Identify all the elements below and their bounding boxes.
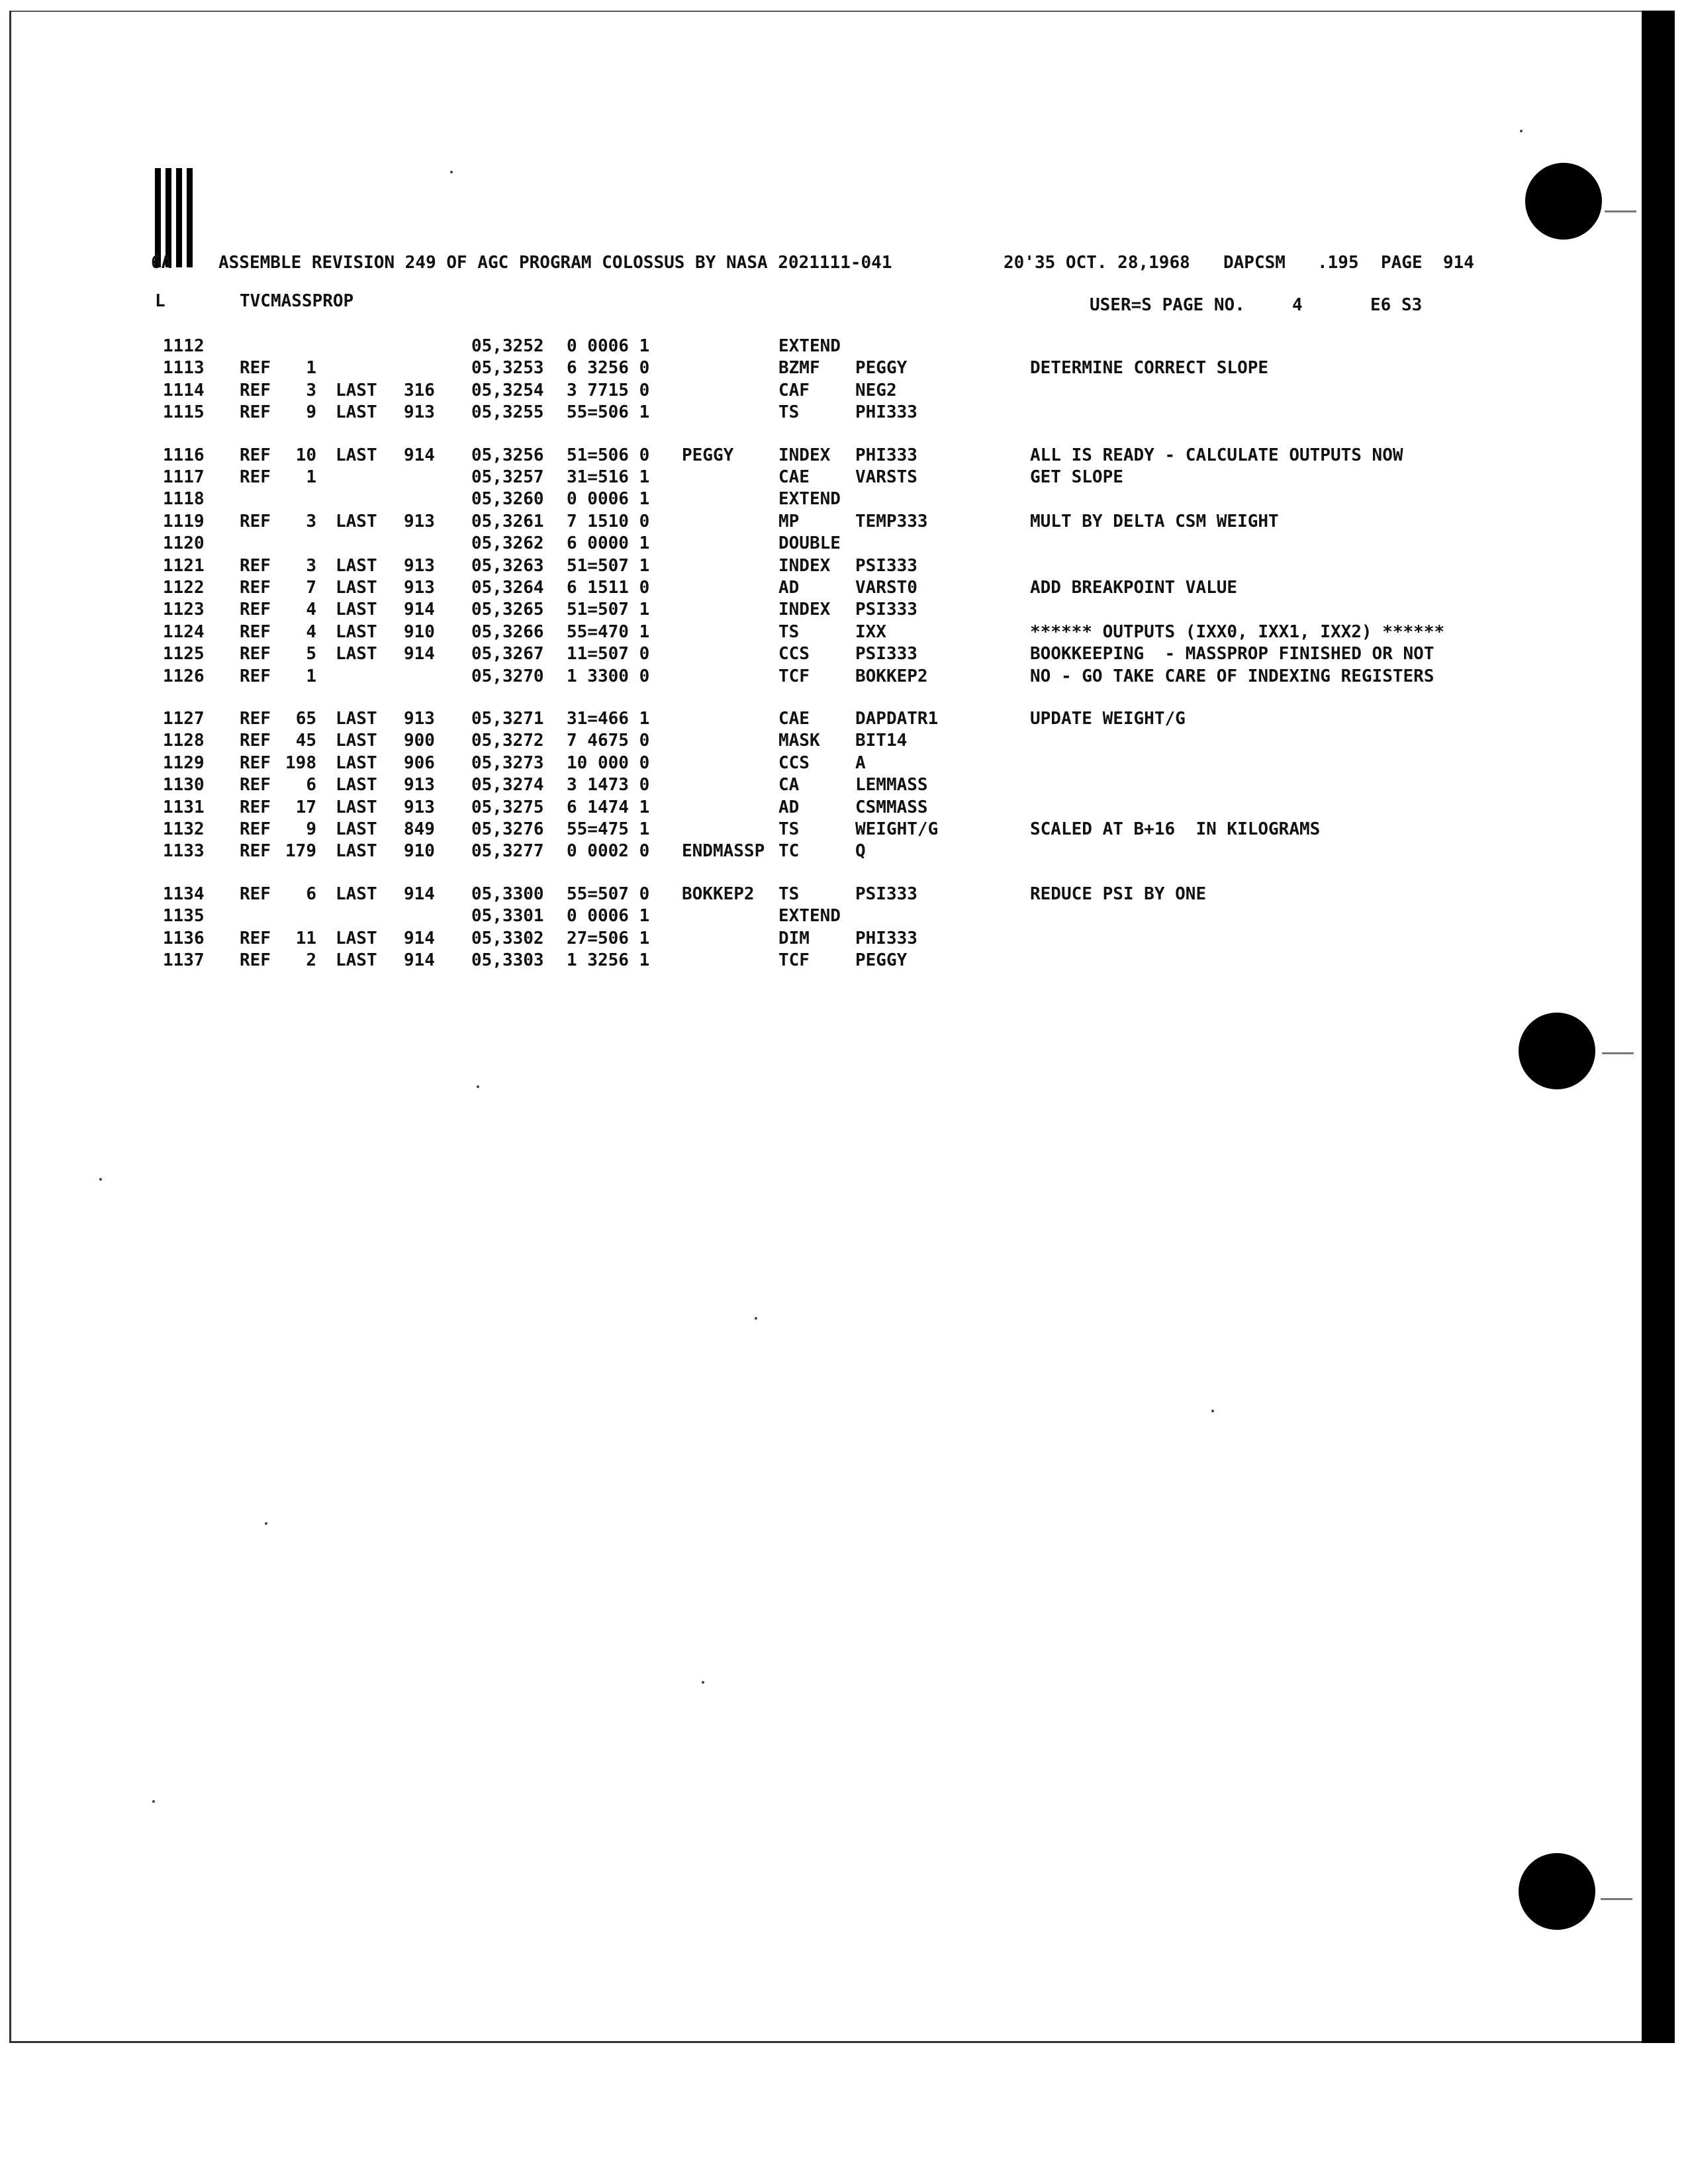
listing-ref: REF — [240, 600, 271, 620]
listing-addr: 05,3300 — [471, 884, 544, 904]
listing-ref: REF — [240, 511, 271, 531]
listing-lastn: 914 — [404, 928, 435, 948]
listing-addr: 05,3255 — [471, 402, 544, 423]
listing-refn: 9 — [306, 819, 316, 839]
listing-last: LAST — [336, 884, 377, 904]
listing-addr: 05,3263 — [471, 555, 544, 576]
listing-last: LAST — [336, 511, 377, 531]
listing-operand: TEMP333 — [855, 511, 928, 531]
listing-line: 1123 — [163, 600, 205, 620]
listing-lastn: 914 — [404, 884, 435, 904]
listing-last: LAST — [336, 380, 377, 400]
listing-addr: 05,3262 — [471, 533, 544, 554]
listing-refn: 6 — [306, 775, 316, 796]
listing-line: 1119 — [163, 511, 205, 531]
page-edge — [9, 2041, 1675, 2043]
listing-line: 1130 — [163, 775, 205, 796]
revision-number: .195 — [1317, 253, 1359, 273]
listing-ref: REF — [240, 578, 271, 598]
listing-refn: 3 — [306, 380, 316, 400]
listing-ref: REF — [240, 819, 271, 839]
listing-op: INDEX — [778, 600, 831, 620]
listing-addr: 05,3267 — [471, 644, 544, 664]
listing-line: 1117 — [163, 467, 205, 487]
listing-op: MASK — [778, 731, 820, 751]
listing-line: 1126 — [163, 666, 205, 686]
listing-last: LAST — [336, 797, 377, 817]
page-edge — [9, 11, 11, 2042]
listing-operand: PHI333 — [855, 402, 917, 423]
listing-lastn: 914 — [404, 950, 435, 970]
listing-op: MP — [778, 511, 800, 531]
listing-refn: 65 — [295, 709, 316, 729]
listing-lastn: 913 — [404, 402, 435, 423]
listing-ref: REF — [240, 709, 271, 729]
listing-addr: 05,3266 — [471, 621, 544, 642]
timestamp: 20'35 OCT. 28,1968 — [1004, 253, 1190, 273]
listing-op: CA — [778, 775, 800, 796]
listing-addr: 05,3253 — [471, 358, 544, 379]
listing-lastn: 913 — [404, 555, 435, 576]
listing-comment: ****** OUTPUTS (IXX0, IXX1, IXX2) ****** — [1030, 621, 1445, 642]
listing-refn: 1 — [306, 467, 316, 487]
listing-last: LAST — [336, 819, 377, 839]
listing-ref: REF — [240, 752, 271, 773]
listing-code: 7 1510 0 — [567, 511, 650, 531]
listing-op: DOUBLE — [778, 533, 841, 554]
listing-lastn: 913 — [404, 797, 435, 817]
listing-refn: 3 — [306, 555, 316, 576]
listing-lastn: 910 — [404, 621, 435, 642]
listing-last: LAST — [336, 950, 377, 970]
listing-ref: REF — [240, 402, 271, 423]
listing-last: LAST — [336, 928, 377, 948]
listing-line: 1137 — [163, 950, 205, 970]
scan-speck — [477, 1085, 479, 1088]
listing-op: TS — [778, 621, 800, 642]
listing-op: BZMF — [778, 358, 820, 379]
listing-op: INDEX — [778, 445, 831, 465]
listing-code: 10 000 0 — [567, 752, 650, 773]
scan-speck — [1520, 130, 1523, 132]
listing-addr: 05,3275 — [471, 797, 544, 817]
listing-addr: 05,3264 — [471, 578, 544, 598]
listing-operand: PEGGY — [855, 358, 908, 379]
listing-operand: NEG2 — [855, 380, 897, 400]
user-page-number: 4 — [1292, 295, 1303, 315]
listing-operand: BOKKEP2 — [855, 666, 928, 686]
listing-code: 55=507 0 — [567, 884, 650, 904]
listing-line: 1120 — [163, 533, 205, 554]
listing-operand: PSI333 — [855, 644, 917, 664]
listing-op: EXTEND — [778, 906, 841, 927]
listing-last: LAST — [336, 600, 377, 620]
listing-op: TS — [778, 819, 800, 839]
listing-line: 1135 — [163, 906, 205, 927]
listing-line: 1134 — [163, 884, 205, 904]
listing-ref: REF — [240, 666, 271, 686]
listing-op: AD — [778, 578, 800, 598]
listing-lastn: 910 — [404, 841, 435, 862]
listing-op: TS — [778, 884, 800, 904]
listing-ref: REF — [240, 380, 271, 400]
listing-refn: 1 — [306, 358, 316, 379]
listing-operand: CSMMASS — [855, 797, 928, 817]
listing-ref: REF — [240, 644, 271, 664]
listing-code: 3 7715 0 — [567, 380, 650, 400]
punch-hole — [1519, 1013, 1595, 1089]
listing-operand: VARSTS — [855, 467, 917, 487]
listing-code: 6 3256 0 — [567, 358, 650, 379]
listing-line: 1114 — [163, 380, 205, 400]
listing-operand: VARST0 — [855, 578, 917, 598]
listing-line: 1122 — [163, 578, 205, 598]
listing-code: 3 1473 0 — [567, 775, 650, 796]
listing-comment: GET SLOPE — [1030, 467, 1123, 487]
listing-code: 6 1511 0 — [567, 578, 650, 598]
listing-operand: IXX — [855, 621, 886, 642]
scan-speck — [450, 171, 453, 173]
listing-op: CCS — [778, 644, 810, 664]
listing-code: 51=507 1 — [567, 600, 650, 620]
listing-lastn: 914 — [404, 445, 435, 465]
listing-operand: PSI333 — [855, 600, 917, 620]
listing-code: 0 0006 1 — [567, 906, 650, 927]
listing-last: LAST — [336, 578, 377, 598]
listing-comment: NO - GO TAKE CARE OF INDEXING REGISTERS — [1030, 666, 1434, 686]
listing-last: LAST — [336, 621, 377, 642]
listing-ref: REF — [240, 445, 271, 465]
listing-line: 1133 — [163, 841, 205, 862]
listing-line: 1127 — [163, 709, 205, 729]
listing-line: 1128 — [163, 731, 205, 751]
listing-ref: REF — [240, 797, 271, 817]
listing-last: LAST — [336, 402, 377, 423]
listing-lastn: 913 — [404, 709, 435, 729]
listing-op: CAF — [778, 380, 810, 400]
listing-comment: REDUCE PSI BY ONE — [1030, 884, 1207, 904]
listing-ref: REF — [240, 775, 271, 796]
page-edge — [9, 11, 1675, 12]
listing-addr: 05,3260 — [471, 489, 544, 510]
listing-addr: 05,3276 — [471, 819, 544, 839]
punch-hole — [1525, 163, 1602, 240]
scan-border — [1642, 11, 1675, 2043]
listing-code: 6 1474 1 — [567, 797, 650, 817]
listing-operand: Q — [855, 841, 866, 862]
listing-lastn: 913 — [404, 775, 435, 796]
listing-addr: 05,3277 — [471, 841, 544, 862]
listing-addr: 05,3265 — [471, 600, 544, 620]
listing-last: LAST — [336, 644, 377, 664]
listing-op: TC — [778, 841, 800, 862]
listing-comment: UPDATE WEIGHT/G — [1030, 709, 1186, 729]
listing-op: TCF — [778, 950, 810, 970]
listing-addr: 05,3303 — [471, 950, 544, 970]
listing-addr: 05,3272 — [471, 731, 544, 751]
listing-code: 11=507 0 — [567, 644, 650, 664]
listing-operand: PHI333 — [855, 928, 917, 948]
listing-line: 1124 — [163, 621, 205, 642]
listing-lastn: 900 — [404, 731, 435, 751]
listing-addr: 05,3254 — [471, 380, 544, 400]
listing-refn: 2 — [306, 950, 316, 970]
scan-speck — [265, 1522, 267, 1525]
listing-refn: 9 — [306, 402, 316, 423]
listing-operand: WEIGHT/G — [855, 819, 939, 839]
listing-label: ENDMASSP — [682, 841, 765, 862]
listing-line: 1132 — [163, 819, 205, 839]
listing-op: CAE — [778, 709, 810, 729]
listing-comment: BOOKKEEPING - MASSPROP FINISHED OR NOT — [1030, 644, 1434, 664]
assembly-title: ASSEMBLE REVISION 249 OF AGC PROGRAM COLOSSUS BY NASA 2021111-041 — [218, 253, 892, 273]
listing-op: TCF — [778, 666, 810, 686]
listing-refn: 6 — [306, 884, 316, 904]
listing-addr: 05,3273 — [471, 752, 544, 773]
listing-operand: LEMMASS — [855, 775, 928, 796]
listing-line: 1129 — [163, 752, 205, 773]
program-name: DAPCSM — [1223, 253, 1286, 273]
listing-refn: 198 — [285, 752, 316, 773]
listing-operand: PHI333 — [855, 445, 917, 465]
scan-speck — [99, 1178, 102, 1181]
listing-addr: 05,3274 — [471, 775, 544, 796]
listing-label: BOKKEP2 — [682, 884, 755, 904]
listing-ref: REF — [240, 555, 271, 576]
scan-speck — [1211, 1410, 1214, 1412]
listing-operand: PSI333 — [855, 884, 917, 904]
listing-ref: REF — [240, 841, 271, 862]
listing-op: DIM — [778, 928, 810, 948]
listing-ref: REF — [240, 884, 271, 904]
listing-op: EXTEND — [778, 336, 841, 356]
listing-operand: DAPDATR1 — [855, 709, 939, 729]
listing-ref: REF — [240, 621, 271, 642]
listing-line: 1136 — [163, 928, 205, 948]
listing-addr: 05,3261 — [471, 511, 544, 531]
listing-code: 51=507 1 — [567, 555, 650, 576]
listing-code: 0 0006 1 — [567, 336, 650, 356]
binder-tick — [1602, 1052, 1634, 1054]
listing-flag: L — [155, 291, 165, 311]
listing-last: LAST — [336, 445, 377, 465]
listing-refn: 17 — [295, 797, 316, 817]
page-number: 914 — [1443, 253, 1474, 273]
section-title: TVCMASSPROP — [240, 291, 354, 311]
binder-tick — [1601, 1898, 1632, 1900]
listing-lastn: 913 — [404, 578, 435, 598]
listing-operand: BIT14 — [855, 731, 908, 751]
listing-refn: 3 — [306, 511, 316, 531]
listing-addr: 05,3257 — [471, 467, 544, 487]
page-mark: 6A — [151, 253, 172, 273]
listing-code: 7 4675 0 — [567, 731, 650, 751]
listing-operand: PSI333 — [855, 555, 917, 576]
listing-line: 1113 — [163, 358, 205, 379]
listing-comment: ADD BREAKPOINT VALUE — [1030, 578, 1238, 598]
listing-code: 31=466 1 — [567, 709, 650, 729]
listing-addr: 05,3256 — [471, 445, 544, 465]
listing-refn: 11 — [295, 928, 316, 948]
listing-refn: 4 — [306, 600, 316, 620]
listing-code: 0 0006 1 — [567, 489, 650, 510]
listing-comment: DETERMINE CORRECT SLOPE — [1030, 358, 1269, 379]
punch-hole — [1519, 1853, 1595, 1930]
listing-line: 1115 — [163, 402, 205, 423]
scan-speck — [755, 1317, 757, 1320]
listing-line: 1125 — [163, 644, 205, 664]
listing-ref: REF — [240, 358, 271, 379]
listing-code: 0 0002 0 — [567, 841, 650, 862]
listing-lastn: 316 — [404, 380, 435, 400]
listing-last: LAST — [336, 555, 377, 576]
listing-last: LAST — [336, 841, 377, 862]
scan-speck — [152, 1800, 155, 1803]
user-page-label: USER=S PAGE NO. — [1090, 295, 1245, 315]
listing-comment: MULT BY DELTA CSM WEIGHT — [1030, 511, 1279, 531]
listing-addr: 05,3271 — [471, 709, 544, 729]
listing-ref: REF — [240, 950, 271, 970]
listing-code: 6 0000 1 — [567, 533, 650, 554]
listing-code: 55=470 1 — [567, 621, 650, 642]
listing-code: 55=506 1 — [567, 402, 650, 423]
listing-op: CCS — [778, 752, 810, 773]
listing-ref: REF — [240, 928, 271, 948]
listing-last: LAST — [336, 709, 377, 729]
listing-last: LAST — [336, 731, 377, 751]
listing-comment: ALL IS READY - CALCULATE OUTPUTS NOW — [1030, 445, 1403, 465]
listing-line: 1121 — [163, 555, 205, 576]
listing-op: INDEX — [778, 555, 831, 576]
listing-refn: 1 — [306, 666, 316, 686]
listing-operand: A — [855, 752, 866, 773]
listing-addr: 05,3252 — [471, 336, 544, 356]
listing-code: 31=516 1 — [567, 467, 650, 487]
listing-refn: 4 — [306, 621, 316, 642]
listing-code: 1 3256 1 — [567, 950, 650, 970]
listing-last: LAST — [336, 752, 377, 773]
listing-ref: REF — [240, 731, 271, 751]
scan-speck — [702, 1681, 704, 1684]
listing-lastn: 906 — [404, 752, 435, 773]
listing-addr: 05,3270 — [471, 666, 544, 686]
listing-code: 51=506 0 — [567, 445, 650, 465]
listing-label: PEGGY — [682, 445, 734, 465]
listing-ref: REF — [240, 467, 271, 487]
listing-operand: PEGGY — [855, 950, 908, 970]
listing-refn: 179 — [285, 841, 316, 862]
listing-op: AD — [778, 797, 800, 817]
listing-addr: 05,3302 — [471, 928, 544, 948]
listing-code: 27=506 1 — [567, 928, 650, 948]
listing-lastn: 849 — [404, 819, 435, 839]
page-label: PAGE — [1381, 253, 1423, 273]
listing-code: 1 3300 0 — [567, 666, 650, 686]
listing-line: 1116 — [163, 445, 205, 465]
listing-refn: 45 — [295, 731, 316, 751]
listing-op: CAE — [778, 467, 810, 487]
listing-addr: 05,3301 — [471, 906, 544, 927]
listing-lastn: 914 — [404, 644, 435, 664]
listing-line: 1112 — [163, 336, 205, 356]
listing-op: TS — [778, 402, 800, 423]
listing-comment: SCALED AT B+16 IN KILOGRAMS — [1030, 819, 1321, 839]
listing-refn: 10 — [295, 445, 316, 465]
binder-tick — [1605, 210, 1636, 212]
listing-refn: 7 — [306, 578, 316, 598]
listing-lastn: 913 — [404, 511, 435, 531]
listing-code: 55=475 1 — [567, 819, 650, 839]
listing-line: 1131 — [163, 797, 205, 817]
listing-last: LAST — [336, 775, 377, 796]
listing-lastn: 914 — [404, 600, 435, 620]
listing-op: EXTEND — [778, 489, 841, 510]
bank-code: E6 S3 — [1370, 295, 1423, 315]
listing-line: 1118 — [163, 489, 205, 510]
listing-refn: 5 — [306, 644, 316, 664]
